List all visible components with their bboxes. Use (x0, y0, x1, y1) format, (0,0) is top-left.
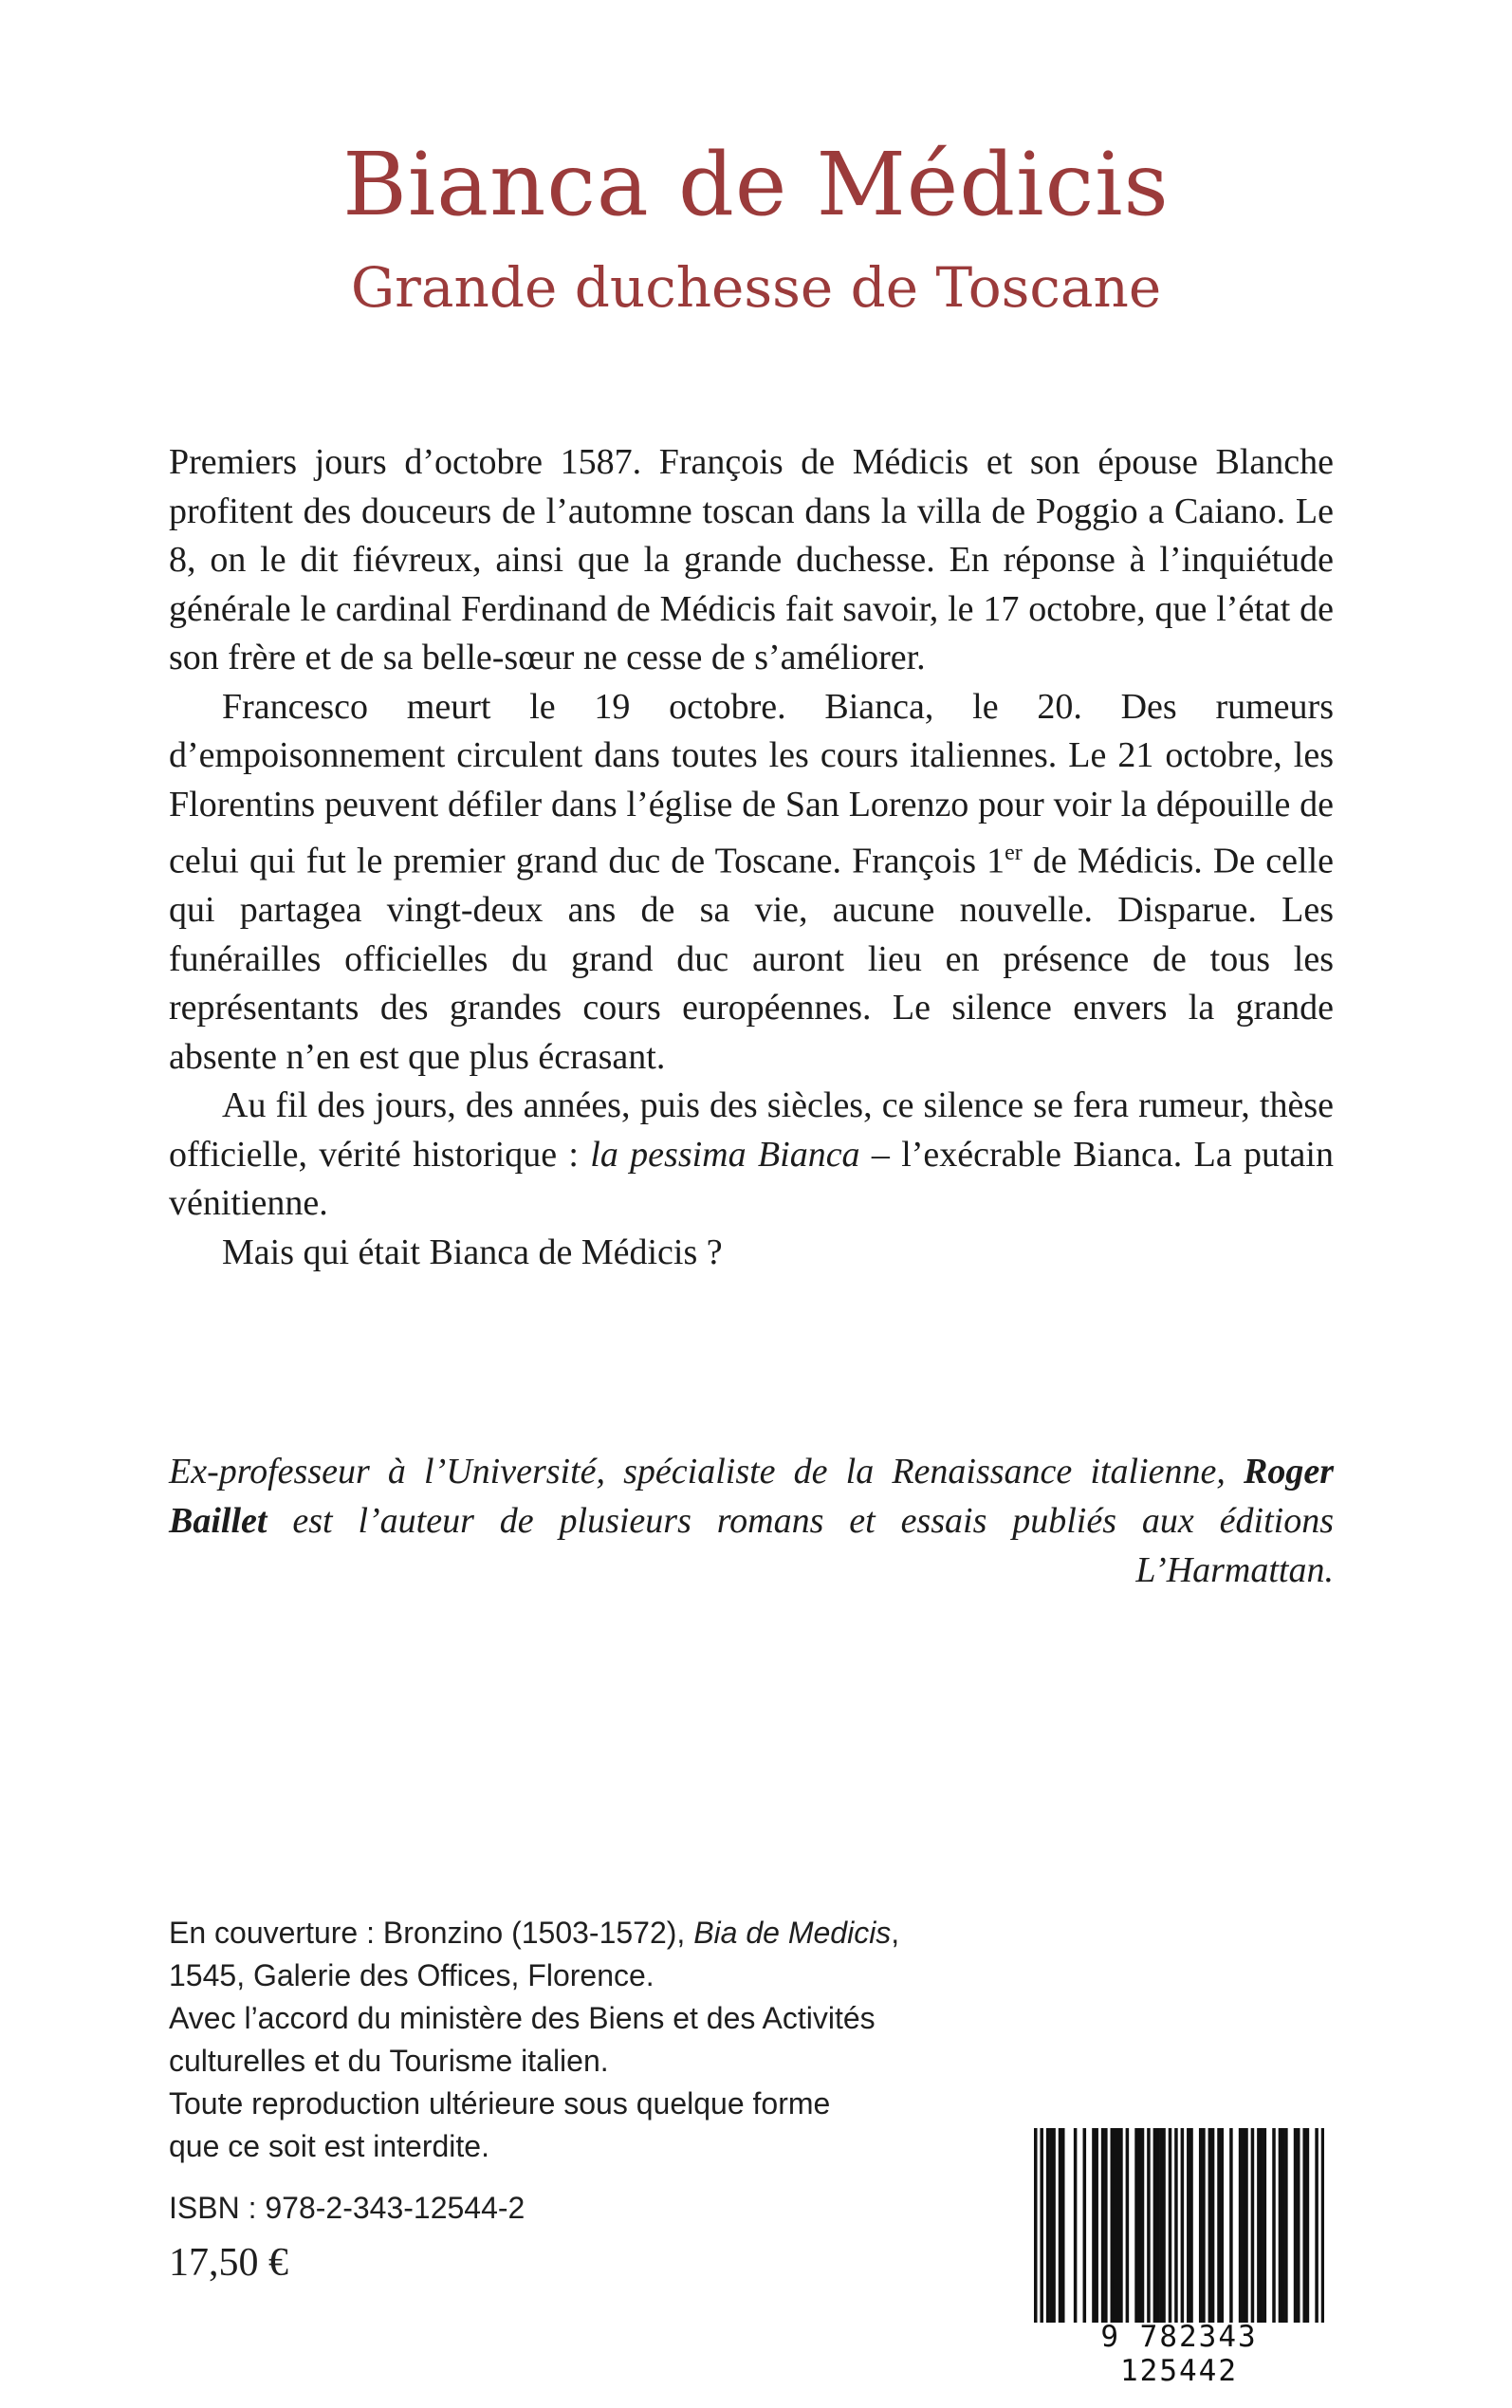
barcode-bar (1083, 2128, 1087, 2323)
book-subtitle: Grande duchesse de Toscane (350, 255, 1162, 320)
barcode-bar (1189, 2128, 1193, 2323)
barcode-bar (1134, 2128, 1138, 2323)
barcode-bar (1046, 2128, 1050, 2323)
credits-line: que ce soit est interdite. (169, 2129, 489, 2163)
barcode-bar (1229, 2128, 1233, 2323)
credits-line: En couverture : Bronzino (1503-1572), Bia de Medicis, (169, 1916, 900, 1950)
barcode-bar (1242, 2128, 1245, 2323)
superscript-er: er (1005, 841, 1023, 865)
price: 17,50 € (169, 2241, 288, 2285)
barcode-bar (1156, 2128, 1160, 2323)
barcode-bar (1040, 2128, 1043, 2323)
barcode-bar (1260, 2128, 1263, 2323)
barcode-bar (1239, 2128, 1243, 2323)
blurb-paragraph-4: Mais qui était Bianca de Médicis ? (222, 1232, 723, 1272)
barcode-bar (1119, 2128, 1123, 2323)
isbn: ISBN : 978-2-343-12544-2 (169, 2191, 526, 2225)
barcode-bar (1306, 2128, 1310, 2323)
barcode-bar (1220, 2128, 1224, 2323)
barcode-bar (1162, 2128, 1166, 2323)
barcode-bar (1114, 2128, 1117, 2323)
barcode-bar (1208, 2128, 1212, 2323)
book-title: Bianca de Médicis (342, 134, 1170, 235)
blurb (169, 438, 1334, 1277)
barcode-bar (1095, 2128, 1098, 2323)
barcode-bar (1279, 2128, 1282, 2323)
barcode-bar (1101, 2128, 1105, 2323)
barcode-bar (1141, 2128, 1145, 2323)
blurb-paragraph-1: Premiers jours d’octobre 1587. François de Médicis et son épouse Blanche profitent des douceurs de l’automne toscan dans la villa de Poggio a Caiano. Le 8, on le dit fiévreux, ainsi que la grande duchesse. En réponse à l’inquiétude générale le cardinal Ferdinand de Médicis fait savoir, le 17 octobre, que l’état de son frère et de sa belle-sœur ne cesse de s’améliorer. (169, 442, 1334, 677)
barcode-bar (1263, 2128, 1267, 2323)
blurb-paragraph-2: Francesco meurt le 19 octobre. Bianca, le 20. Des rumeurs d’empoisonnement circulent dans toutes les cours italiennes. Le 21 octobre, les Florentins peuvent défiler dans l’église de San Lorenzo pour voir la dépouille de celui qui fut le premier grand duc de Toscane. François 1er de Médicis. De celle qui partagea vingt-deux ans de sa vie, aucune nouvelle. Disparue. Les funérailles officielles du grand duc auront lieu en présence de tous les représentants des grandes cours européennes. Le silence envers la grande absente n’en est que plus écrasant. (169, 686, 1335, 1077)
barcode-bar (1282, 2128, 1285, 2323)
credits-line: Toute reproduction ultérieure sous quelque forme (169, 2086, 831, 2121)
barcode-bar (1169, 2128, 1172, 2323)
barcode-icon (1034, 2128, 1324, 2323)
barcode-bar (1297, 2128, 1300, 2323)
barcode-bar (1159, 2128, 1163, 2323)
barcode-digits: 9 782343 125442 (1100, 2320, 1258, 2388)
barcode-bar (1251, 2128, 1255, 2323)
barcode-bar (1174, 2128, 1178, 2323)
barcode-bar (1153, 2128, 1157, 2323)
barcode-bar (1257, 2128, 1261, 2323)
barcode-bar (1321, 2128, 1324, 2323)
barcode-bar (1092, 2128, 1096, 2323)
barcode-bar (1217, 2128, 1221, 2323)
barcode-bar (1111, 2128, 1115, 2323)
barcode-bar (1199, 2128, 1203, 2323)
barcode-bar (1034, 2128, 1038, 2323)
cover-credits (169, 1912, 1023, 2168)
author-name: Roger Baillet (169, 1452, 1334, 1541)
barcode-bar (1061, 2128, 1065, 2323)
barcode-bar (1202, 2128, 1206, 2323)
barcode-bar (1138, 2128, 1142, 2323)
barcode-bar (1074, 2128, 1078, 2323)
italic-quote: la pessima Bianca (590, 1134, 860, 1175)
barcode-bar (1116, 2128, 1120, 2323)
barcode-bar (1049, 2128, 1053, 2323)
barcode-bar (1187, 2128, 1190, 2323)
painting-title: Bia de Medicis (693, 1916, 892, 1950)
credits-line: 1545, Galerie des Offices, Florence. (169, 1958, 655, 1992)
credits-line: culturelles et du Tourisme italien. (169, 2044, 609, 2078)
barcode-bar (1126, 2128, 1130, 2323)
blurb-paragraph-3: Au fil des jours, des années, puis des siècles, ce silence se fera rumeur, thèse officielle, vérité historique : la pessima Bianca – l’exécrable Bianca. La putain vénitienne. (169, 1085, 1334, 1224)
barcode-bar (1284, 2128, 1288, 2323)
barcode-bar (1052, 2128, 1056, 2323)
barcode-bar (1245, 2128, 1248, 2323)
barcode-bar (1181, 2128, 1185, 2323)
credits-line: Avec l’accord du ministère des Biens et des Activités (169, 2001, 876, 2035)
barcode-bar (1104, 2128, 1108, 2323)
barcode-bar (1302, 2128, 1306, 2323)
barcode-bar (1272, 2128, 1276, 2323)
author-bio: Ex-professeur à l’Université, spécialiste de la Renaissance italienne, Roger Baillet est l’auteur de plusieurs romans et essais publiés aux éditions L’Harmattan. (169, 1452, 1334, 1590)
barcode-bars (1034, 2128, 1324, 2323)
barcode-bar (1211, 2128, 1215, 2323)
barcode-bar (1294, 2128, 1298, 2323)
barcode-bar (1147, 2128, 1151, 2323)
barcode-bar (1059, 2128, 1062, 2323)
barcode-bar (1315, 2128, 1318, 2323)
